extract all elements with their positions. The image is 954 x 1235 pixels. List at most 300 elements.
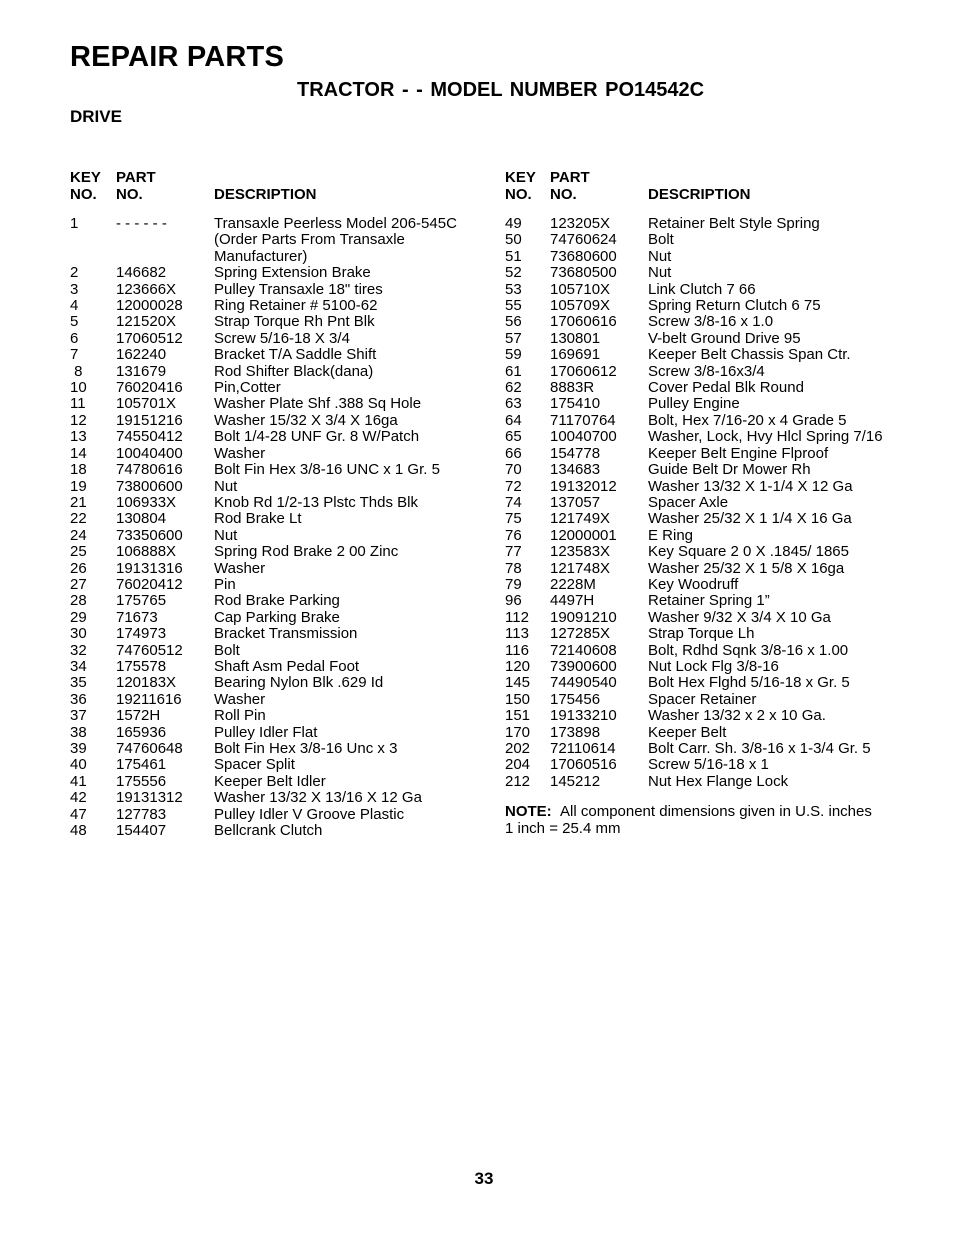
table-row: [70, 511, 490, 527]
part-description: [648, 216, 925, 232]
description-line: Washer 15/32 X 3/4 X 16ga: [214, 411, 398, 429]
part-description: [648, 561, 925, 577]
part-number: 165936: [116, 723, 167, 741]
part-number: 74490540: [550, 674, 617, 692]
description-line: Bolt Fin Hex 3/8-16 Unc x 3: [214, 740, 398, 757]
part-number: 17060616: [550, 313, 617, 331]
key-number: 170: [505, 723, 531, 741]
table-row: [505, 511, 925, 527]
table-row: [505, 380, 925, 396]
description-line: Washer 13/32 x 2 x 10 Ga.: [648, 707, 826, 725]
key-number: 50: [505, 231, 522, 249]
part-description: [648, 757, 925, 773]
table-row: [505, 692, 925, 708]
key-number: 151: [505, 707, 531, 725]
table-row: [70, 413, 490, 429]
part-description: [214, 593, 490, 609]
description-header: DESCRIPTION: [214, 186, 317, 203]
part-description: [214, 708, 490, 724]
table-row: [70, 380, 490, 396]
part-description: [648, 364, 925, 380]
part-number: 175456: [550, 690, 601, 708]
table-row: [70, 331, 490, 347]
description-line: Spring Return Clutch 6 75: [648, 297, 821, 315]
page-number: 33: [474, 1169, 494, 1188]
part-number: 73350600: [116, 526, 183, 544]
key-number: 212: [505, 772, 531, 790]
description-line: Bolt, Rdhd Sqnk 3/8-16 x 1.00: [648, 641, 849, 659]
table-row: [70, 396, 490, 412]
description-line: Ring Retainer # 5100-62: [214, 297, 378, 315]
table-row: [505, 396, 925, 412]
key-number: 62: [505, 379, 522, 397]
key-number: 27: [70, 575, 87, 593]
part-number: 76020416: [116, 379, 183, 397]
part-number: 130801: [550, 329, 601, 347]
description-line: (Order Parts From Transaxle: [214, 231, 405, 249]
part-description: [214, 577, 490, 593]
part-number: 175461: [116, 756, 167, 774]
description-line: Retainer Spring 1”: [648, 592, 770, 610]
part-description: [214, 610, 490, 626]
table-row: [505, 232, 925, 248]
part-number: 120183X: [116, 674, 177, 692]
key-number: 41: [70, 772, 87, 790]
key-number: 51: [505, 247, 522, 265]
key-number: 120: [505, 657, 531, 675]
description-line: Bolt Carr. Sh. 3/8-16 x 1-3/4 Gr. 5: [648, 740, 871, 757]
part-description: [648, 479, 925, 495]
description-line: Spacer Retainer: [648, 690, 757, 708]
part-number: 17060612: [550, 362, 617, 380]
table-row: [70, 708, 490, 724]
part-description: [214, 807, 490, 823]
key-number: 96: [505, 592, 522, 610]
part-number: 8883R: [550, 379, 595, 397]
part-number: 154407: [116, 822, 167, 840]
description-line: Washer: [214, 559, 266, 577]
key-number: 49: [505, 215, 522, 232]
key-number: 26: [70, 559, 87, 577]
description-line: Washer 9/32 X 3/4 X 10 Ga: [648, 608, 831, 626]
note-label: NOTE:: [505, 803, 552, 821]
part-description: [214, 396, 490, 412]
table-row: [70, 757, 490, 773]
description-line: Spacer Axle: [648, 493, 729, 511]
part-number: 74550412: [116, 428, 183, 446]
key-number: 34: [70, 657, 87, 675]
table-row: [505, 593, 925, 609]
part-description: [648, 282, 925, 298]
description-line: Guide Belt Dr Mower Rh: [648, 461, 811, 479]
key-number: 29: [70, 608, 87, 626]
description-line: Washer 25/32 X 1 5/8 X 16ga: [648, 559, 845, 577]
description-line: Rod Brake Parking: [214, 592, 340, 610]
description-line: Screw 5/16-18 X 3/4: [214, 329, 350, 347]
model-title: TRACTOR - - MODEL NUMBER PO14542C: [297, 79, 705, 101]
table-row: [70, 675, 490, 691]
part-number: 71673: [116, 608, 158, 626]
part-number: 123666X: [116, 280, 177, 298]
key-number: 70: [505, 461, 522, 479]
description-line: Spacer Split: [214, 756, 295, 774]
part-number: 19133210: [550, 707, 617, 725]
part-number: 72140608: [550, 641, 617, 659]
part-description: [214, 495, 490, 511]
key-no-header: KEY NO.: [505, 169, 536, 203]
table-row: [505, 249, 925, 265]
description-line: E Ring: [648, 526, 694, 544]
part-description: [214, 757, 490, 773]
part-number: 76020412: [116, 575, 183, 593]
key-number: 1: [70, 215, 79, 232]
part-number: 173898: [550, 723, 601, 741]
table-row: [70, 479, 490, 495]
part-number: 106933X: [116, 493, 177, 511]
part-number: 19131316: [116, 559, 183, 577]
key-number: 4: [70, 297, 79, 315]
part-description: [214, 314, 490, 330]
description-line: Pin: [214, 575, 236, 593]
part-description: [214, 692, 490, 708]
part-number: 130804: [116, 510, 167, 528]
part-description: [214, 282, 490, 298]
table-row: [505, 708, 925, 724]
description-line: Bellcrank Clutch: [214, 822, 323, 840]
table-row: [70, 544, 490, 560]
description-line: Keeper Belt Idler: [214, 772, 326, 790]
part-description: [648, 528, 925, 544]
key-number: 48: [70, 822, 87, 840]
description-line: Washer 13/32 X 13/16 X 12 Ga: [214, 789, 422, 807]
key-number: 75: [505, 510, 522, 528]
table-row: [70, 790, 490, 806]
key-number: 204: [505, 756, 531, 774]
key-number: 7: [70, 346, 79, 364]
part-number: 74760624: [550, 231, 617, 249]
table-row: [505, 298, 925, 314]
description-line: Bolt: [648, 231, 674, 249]
part-description: [214, 774, 490, 790]
part-number: 134683: [550, 461, 601, 479]
key-number: 35: [70, 674, 87, 692]
key-number: 57: [505, 329, 522, 347]
table-row: [70, 643, 490, 659]
description-line: Roll Pin: [214, 707, 266, 725]
part-description: [214, 790, 490, 806]
key-number: 28: [70, 592, 87, 610]
key-no-header: KEY NO.: [70, 169, 101, 203]
part-number: 145212: [550, 772, 601, 790]
page-heading: REPAIR PARTS: [70, 41, 285, 73]
key-number: 19: [70, 477, 87, 495]
key-number: 145: [505, 674, 531, 692]
part-number: 19132012: [550, 477, 617, 495]
part-number: 146682: [116, 264, 167, 282]
table-row: [70, 314, 490, 330]
description-line: Shaft Asm Pedal Foot: [214, 657, 360, 675]
part-description: [214, 413, 490, 429]
table-row: [70, 610, 490, 626]
part-number: 17060512: [116, 329, 183, 347]
part-description: [648, 495, 925, 511]
description-line: Pulley Idler Flat: [214, 723, 318, 741]
part-number: 19091210: [550, 608, 617, 626]
part-description: [214, 741, 490, 757]
table-row: [70, 429, 490, 445]
part-description: [648, 396, 925, 412]
table-row: [505, 610, 925, 626]
description-line: Washer: [214, 690, 266, 708]
key-number: 56: [505, 313, 522, 331]
part-description: [648, 347, 925, 363]
part-number: 73800600: [116, 477, 183, 495]
key-number: 10: [70, 379, 87, 397]
description-line: Cap Parking Brake: [214, 608, 340, 626]
key-number: 53: [505, 280, 522, 298]
description-line: Bearing Nylon Blk .629 Id: [214, 674, 384, 692]
parts-list: [70, 216, 490, 839]
table-row: [505, 495, 925, 511]
description-line: Pulley Engine: [648, 395, 740, 413]
key-number: 12: [70, 411, 87, 429]
part-description: [648, 232, 925, 248]
description-line: Bolt, Hex 7/16-20 x 4 Grade 5: [648, 411, 847, 429]
key-number: 79: [505, 575, 522, 593]
key-number: 52: [505, 264, 522, 282]
table-row: [70, 593, 490, 609]
part-number: 105709X: [550, 297, 611, 315]
part-number: 154778: [550, 444, 601, 462]
parts-table-right: [505, 169, 925, 837]
table-row: [505, 265, 925, 281]
part-number: 73680500: [550, 264, 617, 282]
table-row: [505, 774, 925, 790]
part-number: - - - - - -: [116, 215, 167, 232]
description-line: Washer, Lock, Hvy Hlcl Spring 7/16: [648, 428, 883, 446]
part-number: 137057: [550, 493, 601, 511]
part-number: 74760512: [116, 641, 183, 659]
key-number: 72: [505, 477, 522, 495]
description-line: Screw 3/8-16x3/4: [648, 362, 765, 380]
description-line: Washer 13/32 X 1-1/4 X 12 Ga: [648, 477, 853, 495]
table-row: [505, 282, 925, 298]
part-number: 72110614: [550, 740, 616, 757]
part-number: 123583X: [550, 543, 611, 561]
part-description: [648, 331, 925, 347]
description-line: Key Square 2 0 X .1845/ 1865: [648, 543, 849, 561]
part-description: [214, 643, 490, 659]
part-description: [648, 675, 925, 691]
part-description: [648, 511, 925, 527]
table-row: [70, 265, 490, 281]
table-row: [505, 675, 925, 691]
key-number: 2: [70, 264, 79, 282]
table-row: [505, 626, 925, 642]
table-row: [505, 577, 925, 593]
part-description: [214, 544, 490, 560]
part-number: 19211616: [116, 690, 182, 708]
description-line: Spring Extension Brake: [214, 264, 371, 282]
part-description: [648, 429, 925, 445]
part-number: 169691: [550, 346, 601, 364]
table-header: [70, 169, 490, 203]
part-number: 175578: [116, 657, 167, 675]
description-line: Washer Plate Shf .388 Sq Hole: [214, 395, 422, 413]
part-description: [648, 413, 925, 429]
table-row: [505, 659, 925, 675]
key-number: 39: [70, 740, 87, 757]
part-number: 12000001: [550, 526, 617, 544]
key-number: 37: [70, 707, 87, 725]
description-line: Pulley Transaxle 18" tires: [214, 280, 383, 298]
description-line: Strap Torque Lh: [648, 625, 755, 643]
part-description: [648, 741, 925, 757]
table-row: [70, 446, 490, 462]
part-number: 4497H: [550, 592, 595, 610]
key-number: 113: [505, 625, 529, 643]
part-description: [214, 528, 490, 544]
table-row: [505, 347, 925, 363]
table-row: [505, 429, 925, 445]
key-number: 14: [70, 444, 87, 462]
part-number: 105701X: [116, 395, 177, 413]
part-number: 73680600: [550, 247, 617, 265]
part-number: 127783: [116, 805, 167, 823]
table-row: [70, 577, 490, 593]
part-description: [648, 692, 925, 708]
description-line: Screw 3/8-16 x 1.0: [648, 313, 774, 331]
key-number: 74: [505, 493, 522, 511]
table-row: [505, 528, 925, 544]
part-description: [648, 626, 925, 642]
description-line: Spring Rod Brake 2 00 Zinc: [214, 543, 399, 561]
key-number: 38: [70, 723, 87, 741]
key-number: 78: [505, 559, 522, 577]
part-description: [214, 675, 490, 691]
table-row: [505, 561, 925, 577]
dimensions-note: [505, 804, 925, 837]
description-line: Bolt 1/4-28 UNF Gr. 8 W/Patch: [214, 428, 420, 446]
part-number: 121748X: [550, 559, 611, 577]
part-description: [648, 380, 925, 396]
part-number: 175556: [116, 772, 167, 790]
part-description: [214, 446, 490, 462]
part-number: 19131312: [116, 789, 183, 807]
table-row: [505, 364, 925, 380]
part-description: [214, 659, 490, 675]
key-number: 5: [70, 313, 79, 331]
table-row: [70, 741, 490, 757]
description-line: Rod Brake Lt: [214, 510, 302, 528]
part-number: 174973: [116, 625, 167, 643]
part-number: 131679: [116, 362, 167, 380]
description-line: V-belt Ground Drive 95: [648, 329, 801, 347]
description-line: Link Clutch 7 66: [648, 280, 756, 298]
part-description: [648, 577, 925, 593]
description-line: Pin,Cotter: [214, 379, 281, 397]
description-line: Bolt Hex Flghd 5/16-18 x Gr. 5: [648, 674, 850, 692]
description-line: Nut: [648, 264, 672, 282]
key-number: 6: [70, 329, 79, 347]
description-line: Washer 25/32 X 1 1/4 X 16 Ga: [648, 510, 852, 528]
part-number: 10040700: [550, 428, 617, 446]
key-number: 65: [505, 428, 522, 446]
part-description: [214, 429, 490, 445]
description-line: Screw 5/16-18 x 1: [648, 756, 769, 774]
table-row: [70, 216, 490, 265]
key-number: 61: [505, 362, 522, 380]
part-number: 74780616: [116, 461, 183, 479]
table-row: [70, 823, 490, 839]
description-line: Nut Hex Flange Lock: [648, 772, 789, 790]
description-line: Pulley Idler V Groove Plastic: [214, 805, 405, 823]
part-description: [214, 462, 490, 478]
part-number: 73900600: [550, 657, 617, 675]
table-row: [505, 479, 925, 495]
key-number: 11: [70, 395, 86, 413]
key-number: 32: [70, 641, 87, 659]
table-row: [505, 643, 925, 659]
table-row: [505, 331, 925, 347]
description-line: Bracket T/A Saddle Shift: [214, 346, 377, 364]
parts-list: [505, 216, 925, 790]
table-row: [70, 725, 490, 741]
description-line: Keeper Belt: [648, 723, 727, 741]
note-text: All component dimensions given in U.S. inches: [560, 803, 872, 821]
key-number: 76: [505, 526, 522, 544]
part-number: 2228M: [550, 575, 596, 593]
part-description: [214, 823, 490, 839]
key-number: 22: [70, 510, 87, 528]
part-number: 12000028: [116, 297, 183, 315]
part-number: 123205X: [550, 215, 611, 232]
part-number: 127285X: [550, 625, 611, 643]
part-description: [648, 593, 925, 609]
description-header: DESCRIPTION: [648, 186, 751, 203]
part-number: 105710X: [550, 280, 611, 298]
part-description: [214, 380, 490, 396]
table-row: [70, 659, 490, 675]
table-row: [505, 462, 925, 478]
key-number: 47: [70, 805, 87, 823]
table-row: [70, 347, 490, 363]
part-number: 17060516: [550, 756, 617, 774]
description-line: Manufacturer): [214, 247, 308, 265]
table-row: [70, 364, 490, 380]
description-line: Transaxle Peerless Model 206-545C: [214, 215, 457, 232]
note-conversion: 1 inch = 25.4 mm: [505, 819, 621, 837]
description-line: Bolt Fin Hex 3/8-16 UNC x 1 Gr. 5: [214, 461, 440, 479]
key-number: 59: [505, 346, 522, 364]
key-number: 18: [70, 461, 87, 479]
table-row: [505, 757, 925, 773]
key-number: 25: [70, 543, 87, 561]
part-number: 121749X: [550, 510, 611, 528]
part-description: [214, 216, 490, 265]
part-description: [214, 626, 490, 642]
description-line: Rod Shifter Black(dana): [214, 362, 374, 380]
table-row: [505, 314, 925, 330]
description-line: Washer: [214, 444, 266, 462]
part-description: [648, 249, 925, 265]
part-number: 1572H: [116, 707, 161, 725]
part-description: [214, 364, 490, 380]
part-description: [648, 659, 925, 675]
table-row: [70, 298, 490, 314]
part-number: 74760648: [116, 740, 183, 757]
key-number: 112: [505, 608, 529, 626]
